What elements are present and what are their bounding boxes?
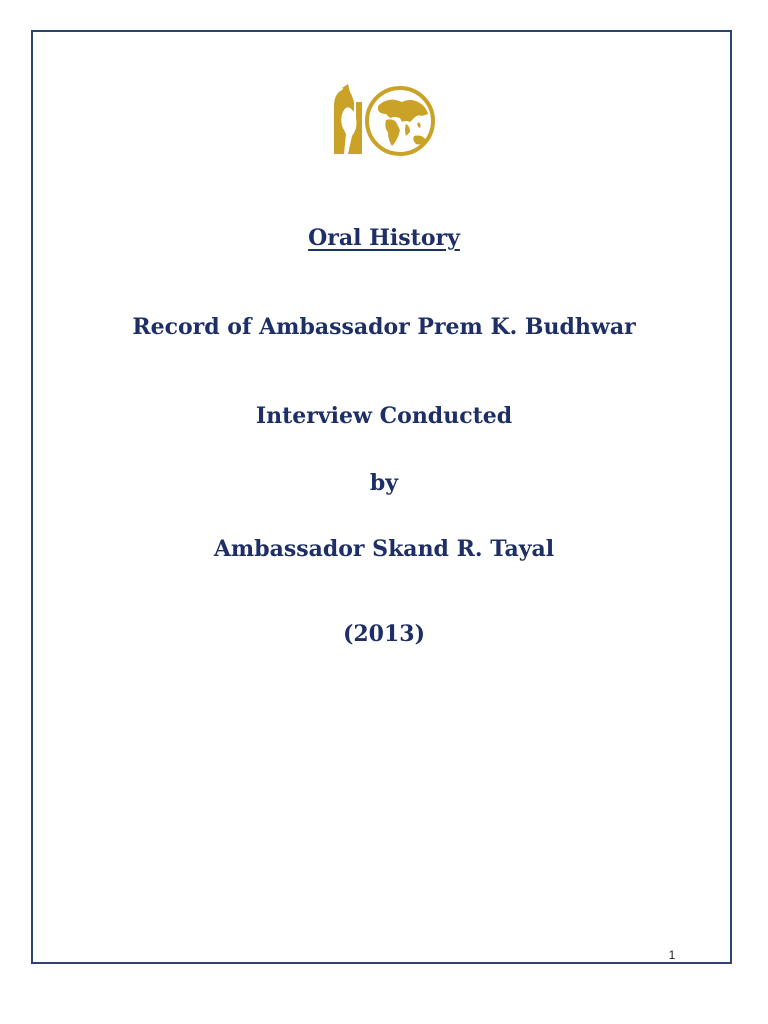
logo-emblem-icon <box>330 84 438 158</box>
globe-icon <box>367 88 433 154</box>
arch-figure-icon <box>334 88 362 154</box>
document-title: Oral History <box>308 225 460 251</box>
page-number: 1 <box>668 948 676 962</box>
interviewer-line: Ambassador Skand R. Tayal <box>213 536 555 562</box>
interview-conducted-line: Interview Conducted <box>255 403 513 429</box>
by-line: by <box>369 470 399 496</box>
record-line: Record of Ambassador Prem K. Budhwar <box>132 314 636 340</box>
year-line: (2013) <box>342 621 426 647</box>
page-border <box>31 30 732 964</box>
